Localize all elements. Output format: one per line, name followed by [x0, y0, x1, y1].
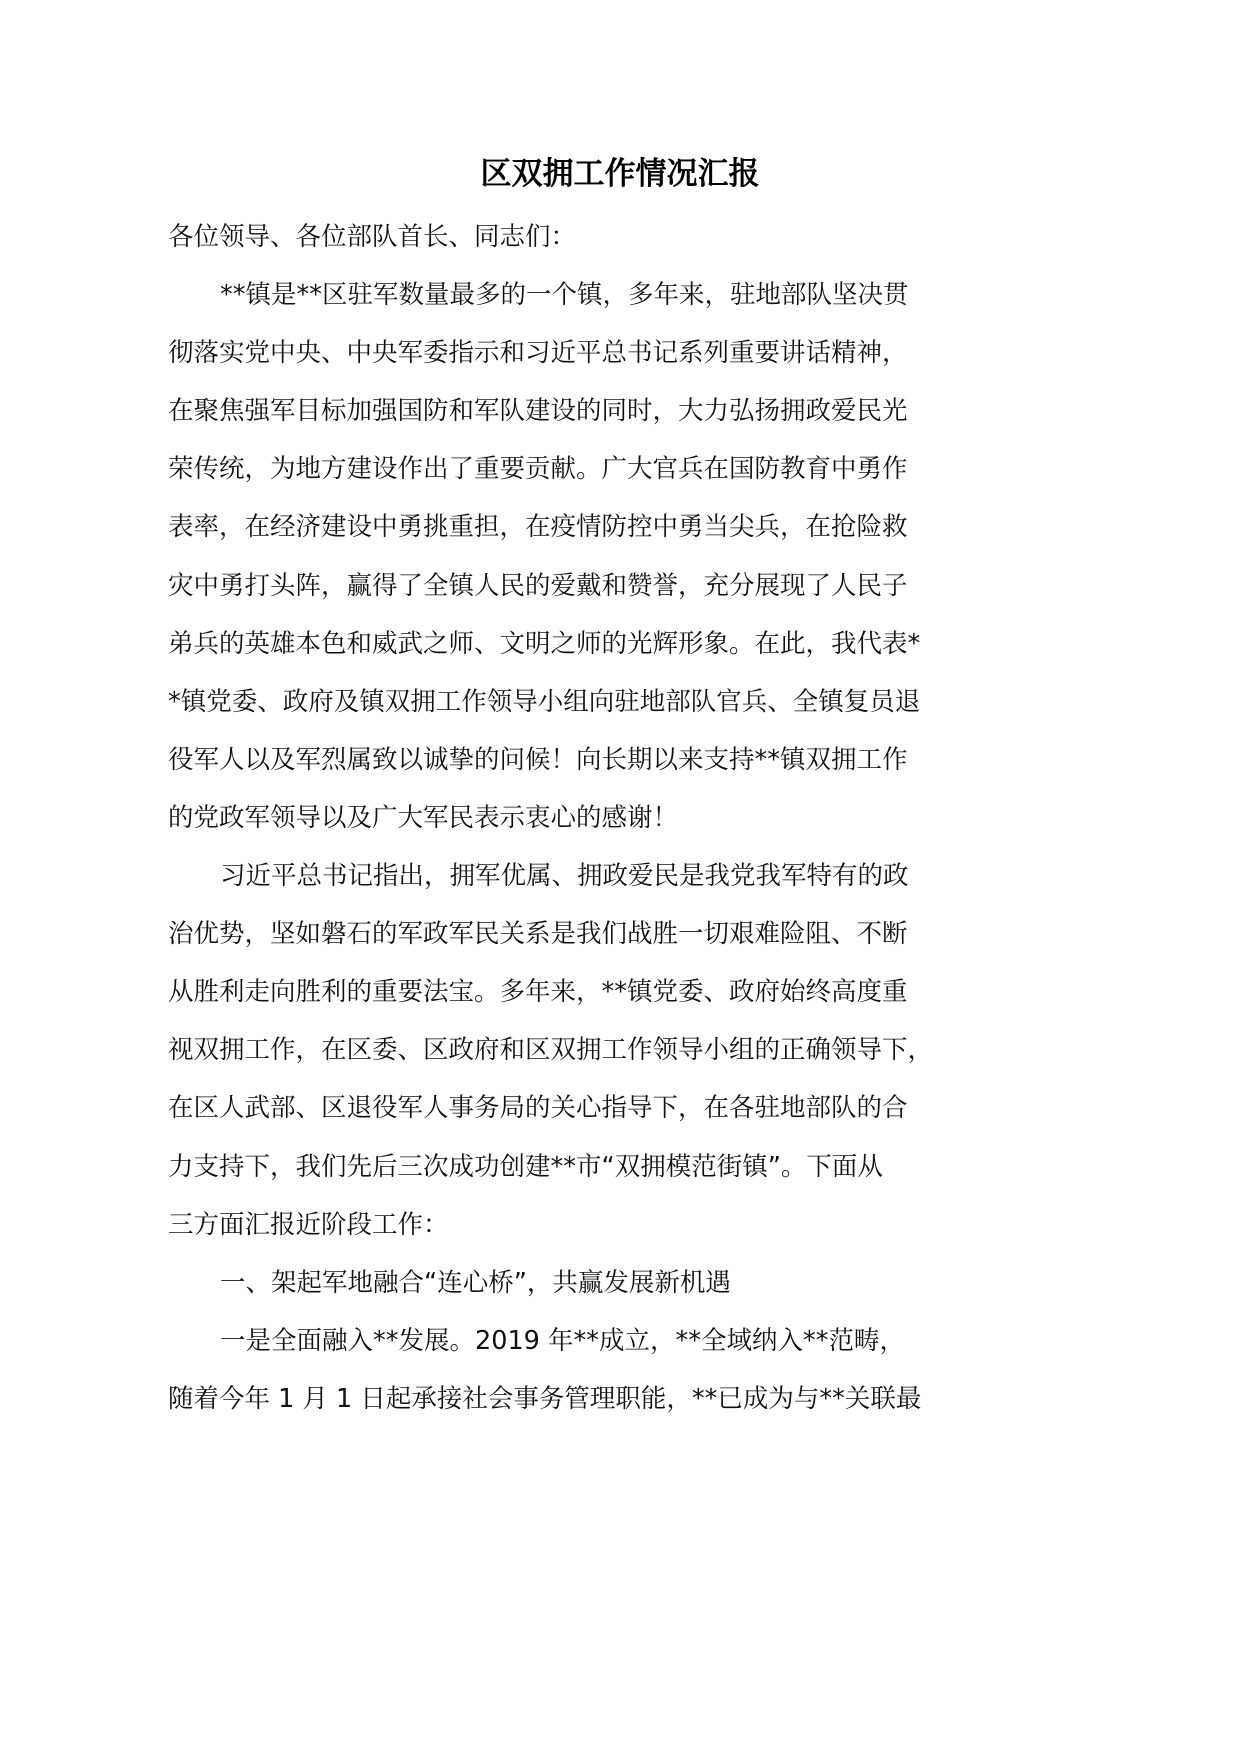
- paragraph-line: 随着今年 1 月 1 日起承接社会事务管理职能，**已成为与**关联最: [168, 1383, 922, 1414]
- paragraph-line: 三方面汇报近阶段工作：: [168, 1209, 449, 1240]
- paragraph-line: **镇是**区驻军数量最多的一个镇，多年来，驻地部队坚决贯: [220, 280, 909, 311]
- paragraph-line: 习近平总书记指出，拥军优属、拥政爱民是我党我军特有的政: [220, 861, 909, 892]
- paragraph-line: 荣传统，为地方建设作出了重要贡献。广大官兵在国防教育中勇作: [168, 454, 908, 485]
- salutation-line: 各位领导、各位部队首长、同志们：: [168, 222, 577, 252]
- document-title: 区双拥工作情况汇报: [480, 156, 760, 192]
- section-heading: 一、架起军地融合“连心桥”，共赢发展新机遇: [220, 1267, 731, 1298]
- document-body: [168, 208, 943, 1428]
- paragraph-line: 彻落实党中央、中央军委指示和习近平总书记系列重要讲话精神，: [168, 338, 908, 369]
- paragraph-line: 力支持下，我们先后三次成功创建**市“双拥模范街镇”。下面从: [168, 1151, 883, 1182]
- paragraph-line: 的党政军领导以及广大军民表示衷心的感谢！: [168, 802, 679, 833]
- paragraph-line: 在聚焦强军目标加强国防和军队建设的同时，大力弘扬拥政爱民光: [168, 396, 908, 427]
- paragraph-line: *镇党委、政府及镇双拥工作领导小组向驻地部队官兵、全镇复员退: [168, 686, 921, 717]
- paragraph-line: 视双拥工作，在区委、区政府和区双拥工作领导小组的正确领导下，: [168, 1035, 934, 1066]
- paragraph-line: 灾中勇打头阵，赢得了全镇人民的爱戴和赞誉，充分展现了人民子: [168, 570, 908, 601]
- paragraph-line: 从胜利走向胜利的重要法宝。多年来，**镇党委、政府始终高度重: [168, 977, 908, 1008]
- paragraph-line: 治优势，坚如磐石的军政军民关系是我们战胜一切艰难险阻、不断: [168, 919, 908, 950]
- paragraph-line: 弟兵的英雄本色和威武之师、文明之师的光辉形象。在此，我代表*: [168, 628, 921, 659]
- paragraph-line: 役军人以及军烈属致以诚挚的问候！向长期以来支持**镇双拥工作: [168, 744, 908, 775]
- paragraph-line: 表率，在经济建设中勇挑重担，在疫情防控中勇当尖兵，在抢险救: [168, 512, 908, 543]
- paragraph-line: 一是全面融入**发展。2019 年**成立，**全域纳入**范畴，: [220, 1325, 906, 1356]
- paragraph-line: 在区人武部、区退役军人事务局的关心指导下，在各驻地部队的合: [168, 1093, 908, 1124]
